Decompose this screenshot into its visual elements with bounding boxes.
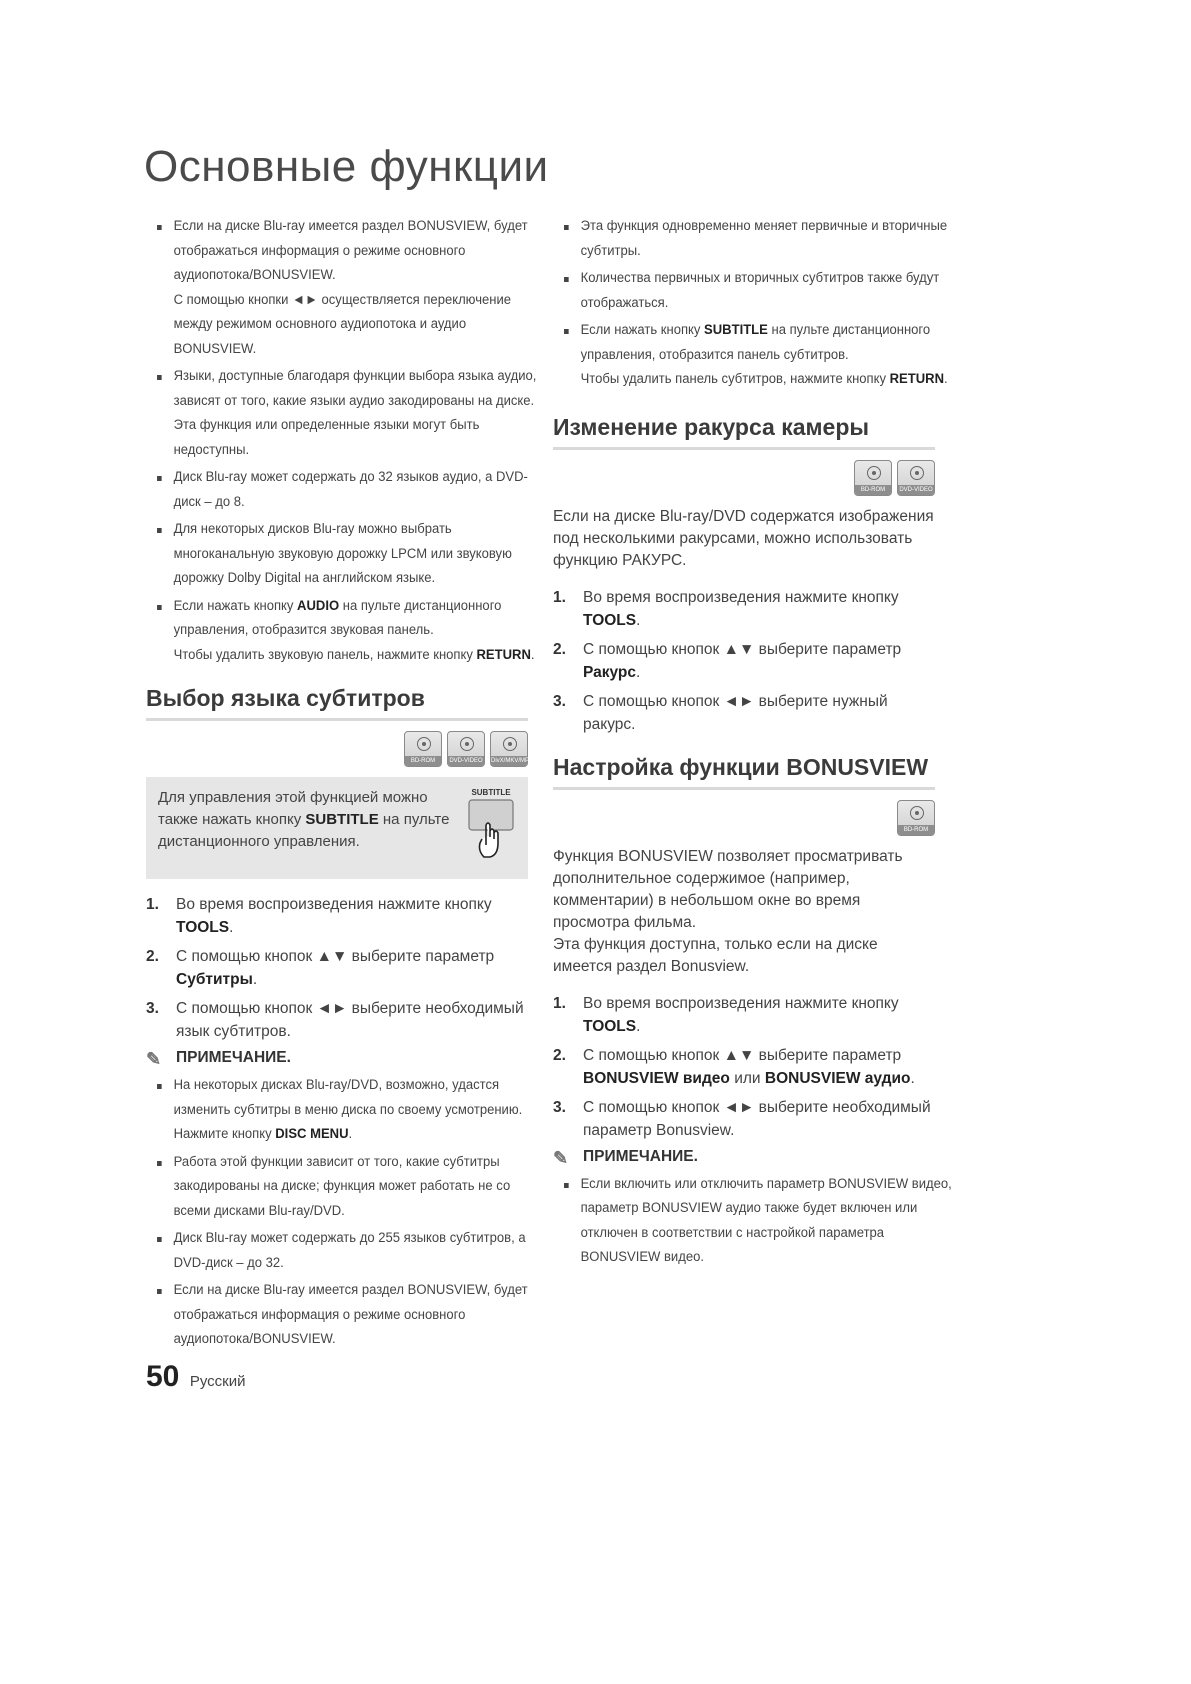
pencil-note-icon: ✎ xyxy=(553,1147,569,1168)
angle-section-title: Изменение ракурса камеры xyxy=(553,414,935,450)
list-item: Диск Blu-ray может содержать до 32 языков аудио, а DVD-диск – до 8. xyxy=(146,465,546,514)
angle-steps xyxy=(553,586,935,736)
step-item: 1. Во время воспроизведения нажмите кнопку TOOLS. xyxy=(553,588,899,629)
bonusview-steps xyxy=(553,992,935,1142)
step-item: 2. С помощью кнопок ▲▼ выберите параметр Ракурс. xyxy=(553,640,902,681)
list-item: Работа этой функции зависит от того, какие субтитры закодированы на диске; функция может работать не со всеми дисками Blu-ray/DVD. xyxy=(146,1150,546,1224)
bd-rom-disc-icon: BD-ROM xyxy=(854,460,892,496)
disc-icons xyxy=(146,731,533,767)
language-label: Русский xyxy=(189,1373,246,1390)
list-item: Для некоторых дисков Blu-ray можно выбрать многоканальную звуковую дорожку LPCM или звуковую дорожку Dolby Digital на английском языке. xyxy=(146,517,546,591)
list-item: Если включить или отключить параметр BONUSVIEW видео, параметр BONUSVIEW аудио также будет включен или отключен в соответствии с настройкой параметра BONUSVIEW видео. xyxy=(553,1172,953,1270)
remote-button-label: SUBTITLE xyxy=(471,788,511,797)
subtitle-steps xyxy=(146,893,528,1043)
list-item: Количества первичных и вторичных субтитров также будут отображаться. xyxy=(553,266,953,315)
bonusview-intro-2: Эта функция доступна, только если на диске имеется раздел Bonusview. xyxy=(553,935,878,975)
step-item: 2. С помощью кнопок ▲▼ выберите параметр Субтитры. xyxy=(146,948,495,988)
bonusview-intro: Функция BONUSVIEW позволяет просматривать дополнительное содержимое (например, комментарии) в небольшом окне во время просмотра фильма. xyxy=(553,847,903,931)
audio-bullets xyxy=(146,214,537,667)
step-item: 3. С помощью кнопок ◄► выберите нужный ракурс. xyxy=(553,692,888,733)
remote-tip-box xyxy=(146,777,528,879)
remote-button-hand-icon xyxy=(464,785,518,863)
list-item: Эта функция одновременно меняет первичные и вторичные субтитры. xyxy=(553,214,953,263)
list-item: Если нажать кнопку SUBTITLE на пульте дистанционного управления, отобразится панель субтитров. Чтобы удалить панель субтитров, нажмите кнопку RETURN. xyxy=(553,318,953,392)
step-item: 2. С помощью кнопок ▲▼ выберите параметр BONUSVIEW видео или BONUSVIEW аудио. xyxy=(553,1046,915,1087)
tip-text: Для управления этой функцией можно также нажать кнопку SUBTITLE на пульте дистанционного управления. xyxy=(158,789,450,850)
step-item: 3. С помощью кнопок ◄► выберите необходимый параметр Bonusview. xyxy=(553,1098,931,1139)
list-item: Диск Blu-ray может содержать до 255 языков субтитров, а DVD-диск – до 32. xyxy=(146,1226,546,1275)
right-column xyxy=(553,214,952,1273)
dvd-video-disc-icon: DVD-VIDEO xyxy=(897,460,935,496)
step-item: 3. С помощью кнопок ◄► выберите необходимый язык субтитров. xyxy=(146,1000,524,1040)
subtitle-bullets-cont xyxy=(553,214,948,392)
note-heading: ✎ ПРИМЕЧАНИЕ. xyxy=(553,1147,698,1168)
subtitle-notes xyxy=(146,1073,528,1352)
list-item: Если на диске Blu-ray имеется раздел BONUSVIEW, будет отображаться информация о режиме основного аудиопотока/BONUSVIEW. С помощью кнопки ◄► осуществляется переключение между режимом основного аудиопотока и аудио BONUSVIEW. xyxy=(146,214,546,361)
bd-rom-disc-icon: BD-ROM xyxy=(404,731,442,767)
bonusview-notes xyxy=(553,1172,952,1270)
bonusview-section-title: Настройка функции BONUSVIEW xyxy=(553,754,935,790)
note-heading: ✎ ПРИМЕЧАНИЕ. xyxy=(146,1049,291,1069)
step-item: 1. Во время воспроизведения нажмите кнопку TOOLS. xyxy=(146,896,492,936)
list-item: Если нажать кнопку AUDIO на пульте дистанционного управления, отобразится звуковая панель. Чтобы удалить звуковую панель, нажмите кнопку RETURN. xyxy=(146,594,546,668)
page-number: 50 xyxy=(146,1360,180,1393)
pencil-note-icon: ✎ xyxy=(146,1049,162,1069)
step-item: 1. Во время воспроизведения нажмите кнопку TOOLS. xyxy=(553,994,899,1035)
page-footer xyxy=(146,1360,246,1394)
list-item: Языки, доступные благодаря функции выбора языка аудио, зависят от того, какие языки аудио закодированы на диске. Эта функция или определенные языки могут быть недоступны. xyxy=(146,364,546,462)
page-title: Основные функции xyxy=(144,142,549,191)
bd-rom-disc-icon: BD-ROM xyxy=(897,800,935,836)
divx-disc-icon: DivX/MKV/MP4 xyxy=(490,731,528,767)
disc-icons xyxy=(553,800,935,836)
angle-intro: Если на диске Blu-ray/DVD содержатся изображения под несколькими ракурсами, можно использовать функцию РАКУРС. xyxy=(553,507,934,569)
disc-icons xyxy=(553,460,935,496)
dvd-video-disc-icon: DVD-VIDEO xyxy=(447,731,485,767)
left-column xyxy=(146,214,537,1355)
subtitle-section-title: Выбор языка субтитров xyxy=(146,685,528,721)
list-item: Если на диске Blu-ray имеется раздел BONUSVIEW, будет отображаться информация о режиме основного аудиопотока/BONUSVIEW. xyxy=(146,1278,546,1352)
list-item: На некоторых дисках Blu-ray/DVD, возможно, удастся изменить субтитры в меню диска по своему усмотрению. Нажмите кнопку DISC MENU. xyxy=(146,1073,546,1147)
